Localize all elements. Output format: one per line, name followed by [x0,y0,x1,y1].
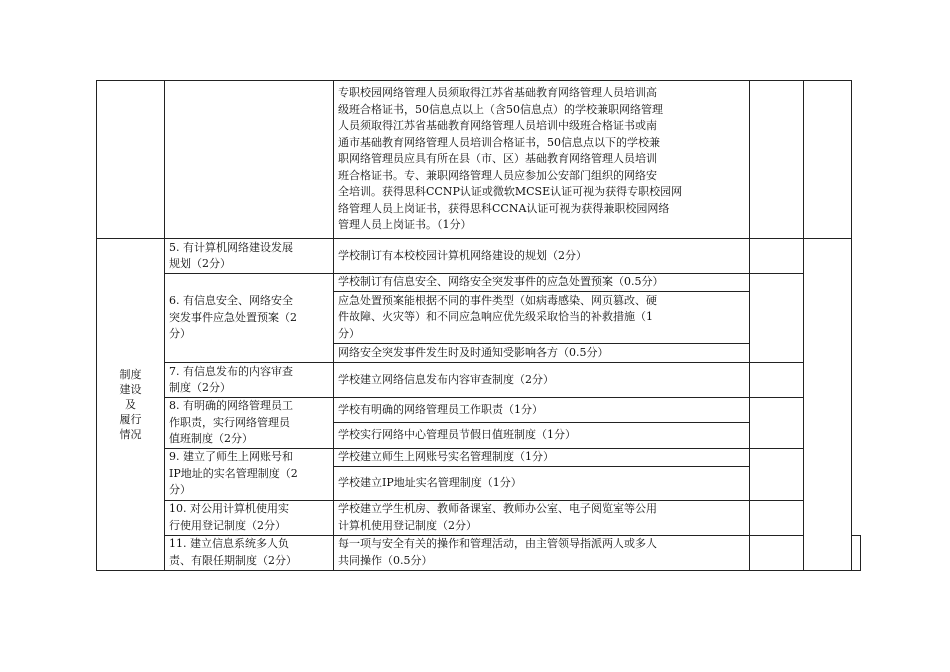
category-line: 履行 [119,412,142,426]
item-line: 9. 建立了师生上网账号和 [169,450,293,464]
table-row [97,535,861,570]
standard-line: 通市基础教育网络管理人员培训合格证书，50信息点以下的学校兼 [338,135,660,149]
table-row [97,398,861,423]
score-cell [750,363,804,398]
table-row [97,81,861,239]
standard-line: 全培训。获得思科CCNP认证或微软MCSE认证可视为获得专职校园网 [338,185,683,199]
standard-line: 学校制订有信息安全、网络安全突发事件的应急处置预案（0.5分） [338,275,664,289]
standard-line: 件故障、火灾等）和不同应急响应优先级采取恰当的补救措施（1 [338,310,653,324]
standard-cell [334,448,750,466]
standard-line: 每一项与安全有关的操作和管理活动，由主管领导指派两人或多人 [338,537,657,550]
remark-cell [852,535,861,570]
remark-cell [804,81,852,239]
standard-line: 管理人员上岗证书。（1分） [338,218,472,232]
item-cell [165,239,334,274]
item-line: 7. 有信息发布的内容审查 [169,364,293,378]
category-line: 制度 [119,367,142,381]
item-cell-empty [165,81,334,239]
standard-line: 学校建立网络信息发布内容审查制度（2分） [338,372,554,386]
score-cell [750,500,804,535]
standard-line: 计算机使用登记制度（2分） [338,518,477,532]
item-line: IP地址的实名管理制度（2 [169,466,298,480]
table-row [97,239,861,274]
standard-line: 职网络管理员应具有所在县（市、区）基础教育网络管理人员培训 [338,152,657,166]
item-line: 8. 有明确的网络管理员工 [169,399,293,412]
table-row [97,448,861,466]
standard-cell [334,423,750,448]
standard-cell [334,274,750,292]
standard-cell [334,292,750,344]
item-line: 责、有限任期制度（2分） [169,553,297,567]
standard-line: 络管理人员上岗证书，获得思科CCNA认证可视为获得兼职校园网络 [338,201,670,215]
standard-cell [334,363,750,398]
standard-line: 学校有明确的网络管理员工作职责（1分） [338,402,543,416]
standard-line: 班合格证书。专、兼职网络管理人员应参加公安部门组织的网络安 [338,168,657,182]
standard-line: 应急处置预案能根据不同的事件类型（如病毒感染、网页篡改、硬 [338,293,657,307]
remark-cell [804,239,852,571]
item-cell [165,500,334,535]
item-line: 10. 对公用计算机使用实 [169,502,289,515]
score-cell [750,81,804,239]
category-line: 建设 [119,382,142,396]
score-cell [750,239,804,274]
item-line: 分） [169,327,191,341]
standard-line: 学校制订有本校校园计算机网络建设的规划（2分） [338,248,587,262]
standard-cell [334,239,750,274]
item-line: 11. 建立信息系统多人负 [169,537,289,550]
table-row [97,500,861,535]
standard-line: 共同操作（0.5分） [338,553,433,567]
standard-cell [334,535,750,570]
standard-cell [334,500,750,535]
category-cell-empty [97,81,165,239]
item-line: 作职责，实行网络管理员 [169,415,290,429]
score-cell [750,274,804,363]
item-line: 行使用登记制度（2分） [169,518,286,532]
evaluation-table [96,80,861,571]
standard-cell [334,398,750,423]
standard-line: 级班合格证书，50信息点以上（含50信息点）的学校兼职网络管理 [338,102,663,116]
item-line: 规划（2分） [169,257,231,270]
item-cell [165,448,334,500]
category-line: 情况 [119,427,142,441]
category-cell [97,239,165,571]
standard-cell [334,81,750,239]
standard-line: 学校建立学生机房、教师备课室、教师办公室、电子阅览室等公用 [338,502,657,515]
standard-line: 专职校园网络管理人员须取得江苏省基础教育网络管理人员培训高 [338,86,657,100]
standard-line: 学校建立师生上网账号实名管理制度（1分） [338,449,554,463]
item-line: 制度（2分） [169,381,231,394]
item-line: 突发事件应急处置预案（2 [169,310,297,324]
score-cell [750,398,804,449]
item-line: 值班制度（2分） [169,432,253,445]
item-cell [165,535,334,570]
score-cell [750,448,804,500]
category-line: 及 [125,397,136,411]
standard-cell [334,466,750,500]
standard-line: 学校实行网络中心管理员节假日值班制度（1分） [338,428,576,442]
item-line: 5. 有计算机网络建设发展 [169,240,293,254]
item-cell [165,398,334,449]
standard-line: 人员须取得江苏省基础教育网络管理人员培训中级班合格证书或南 [338,119,657,133]
standard-line: 学校建立IP地址实名管理制度（1分） [338,475,522,489]
standard-line: 网络安全突发事件发生时及时通知受影响各方（0.5分） [338,345,609,359]
item-cell [165,363,334,398]
item-cell [165,274,334,363]
item-line: 分） [169,483,191,497]
standard-cell [334,344,750,363]
standard-line: 分） [338,326,360,340]
table-row [97,274,861,292]
item-line: 6. 有信息安全、网络安全 [169,294,293,308]
table-row [97,363,861,398]
score-cell [750,535,804,570]
